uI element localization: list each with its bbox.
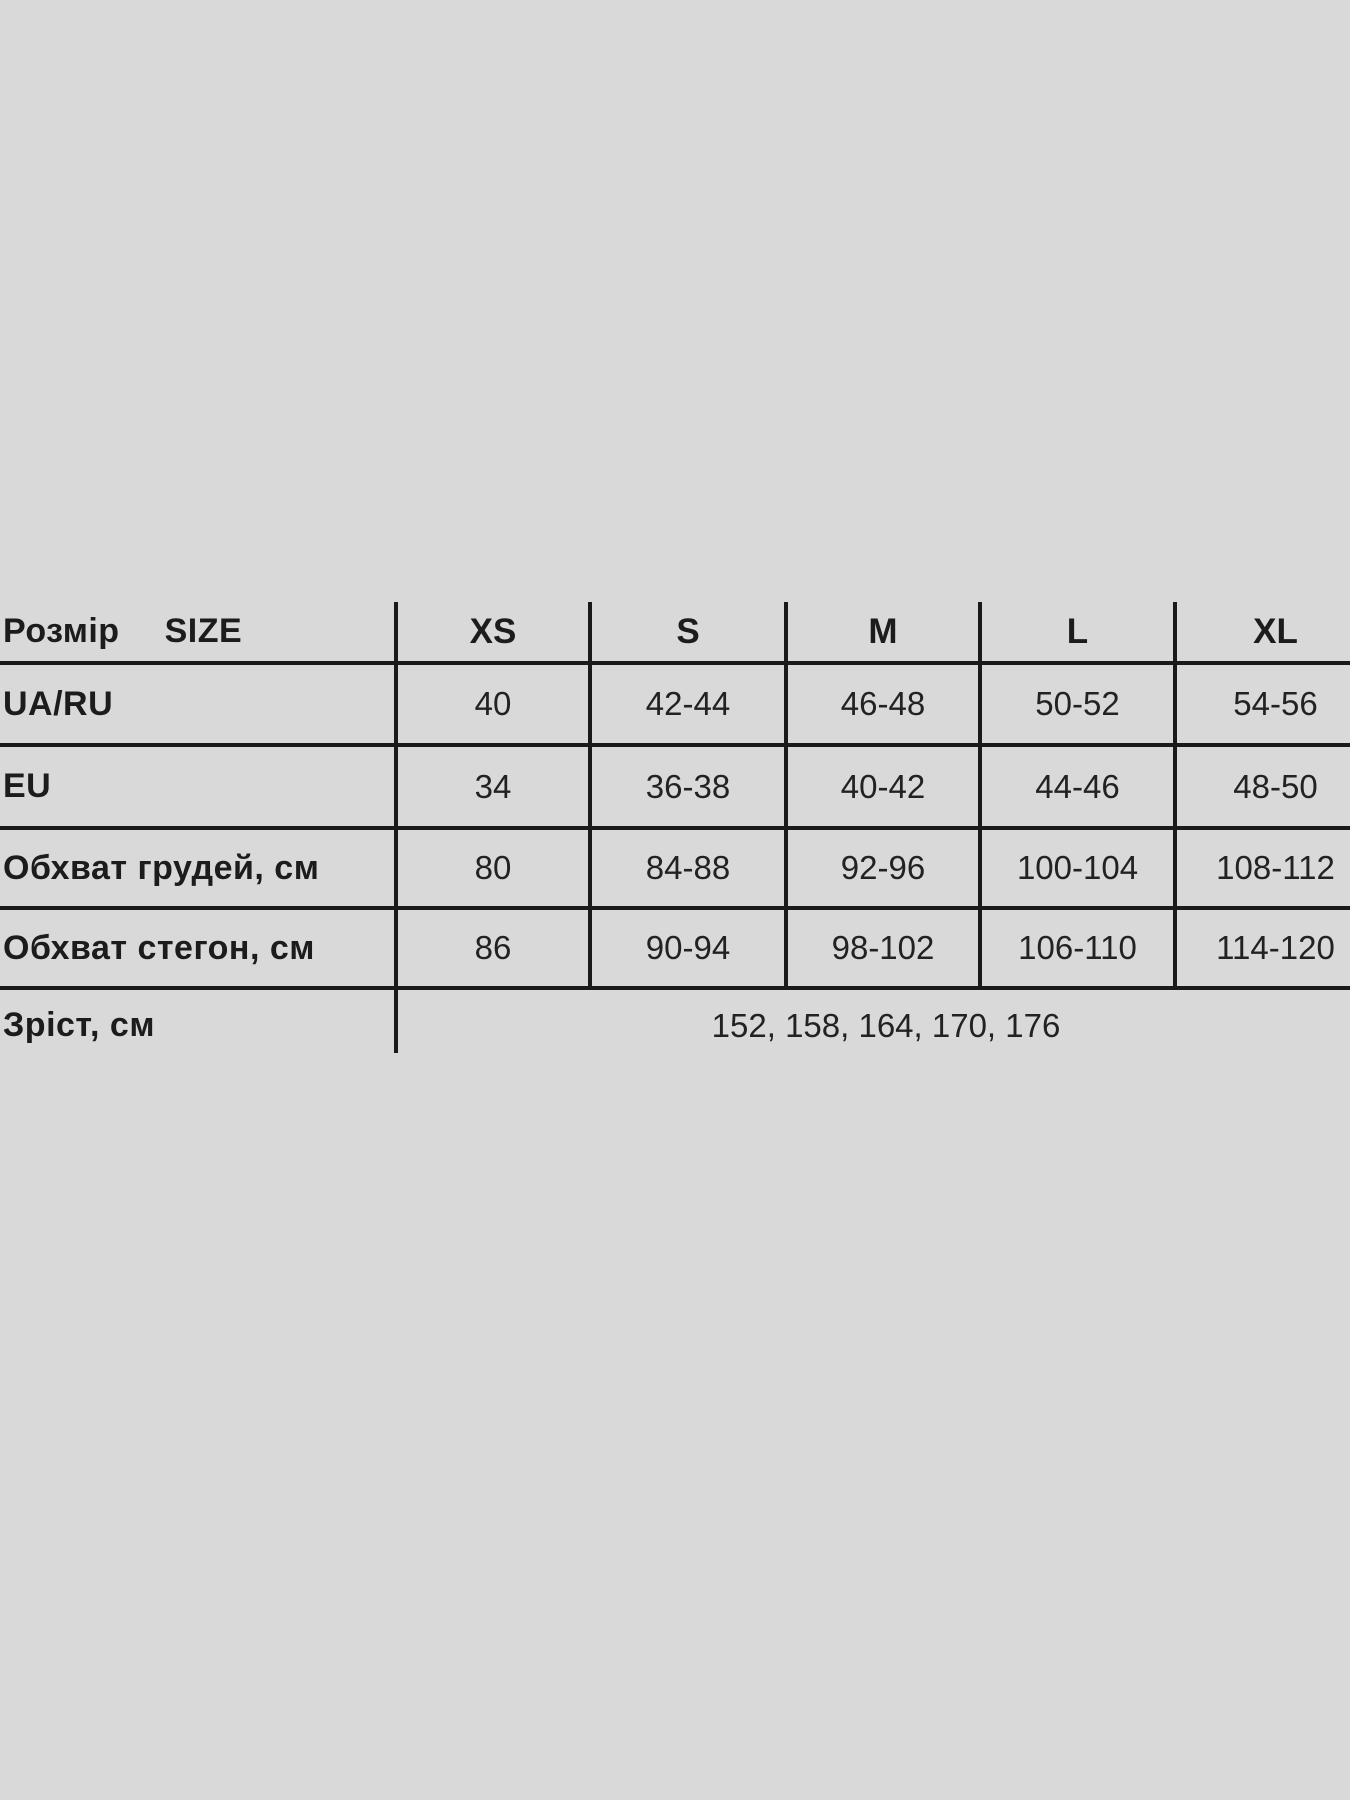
table-cell: 54-56 (1175, 663, 1350, 745)
table-cell: 100-104 (980, 828, 1175, 908)
size-header-xl: XL (1175, 602, 1350, 663)
table-row-height (0, 988, 1350, 1053)
table-row-ua-ru (0, 663, 1350, 745)
table-cell: 86 (396, 908, 590, 988)
table-cell: 106-110 (980, 908, 1175, 988)
table-cell: 44-46 (980, 745, 1175, 828)
row-label: Обхват стегон, см (0, 908, 396, 988)
table-cell: 40-42 (786, 745, 980, 828)
row-label: Обхват грудей, см (0, 828, 396, 908)
corner-header-primary: Розмір (3, 612, 120, 650)
table-cell: 114-120 (1175, 908, 1350, 988)
row-label: EU (0, 745, 396, 828)
table-cell: 92-96 (786, 828, 980, 908)
row-label: UA/RU (0, 663, 396, 745)
table-cell: 50-52 (980, 663, 1175, 745)
size-header-l: L (980, 602, 1175, 663)
table-cell: 84-88 (590, 828, 786, 908)
corner-header-cell (0, 602, 396, 663)
table-header-row (0, 602, 1350, 663)
table-cell: 90-94 (590, 908, 786, 988)
table-cell: 42-44 (590, 663, 786, 745)
corner-header-secondary: SIZE (164, 612, 243, 650)
size-header-s: S (590, 602, 786, 663)
size-chart-table (0, 602, 1350, 1053)
table-cell: 40 (396, 663, 590, 745)
table-cell: 108-112 (1175, 828, 1350, 908)
size-header-xs: XS (396, 602, 590, 663)
height-values-cell: 152, 158, 164, 170, 176 (711, 1006, 1061, 1044)
table-cell: 46-48 (786, 663, 980, 745)
table-cell: 48-50 (1175, 745, 1350, 828)
table-row-eu (0, 745, 1350, 828)
table-cell: 36-38 (590, 745, 786, 828)
table-cell: 80 (396, 828, 590, 908)
table-row-hips (0, 908, 1350, 988)
table-cell: 34 (396, 745, 590, 828)
size-header-m: M (786, 602, 980, 663)
table-row-chest (0, 828, 1350, 908)
row-label: Зріст, см (0, 988, 396, 1053)
table-cell: 98-102 (786, 908, 980, 988)
